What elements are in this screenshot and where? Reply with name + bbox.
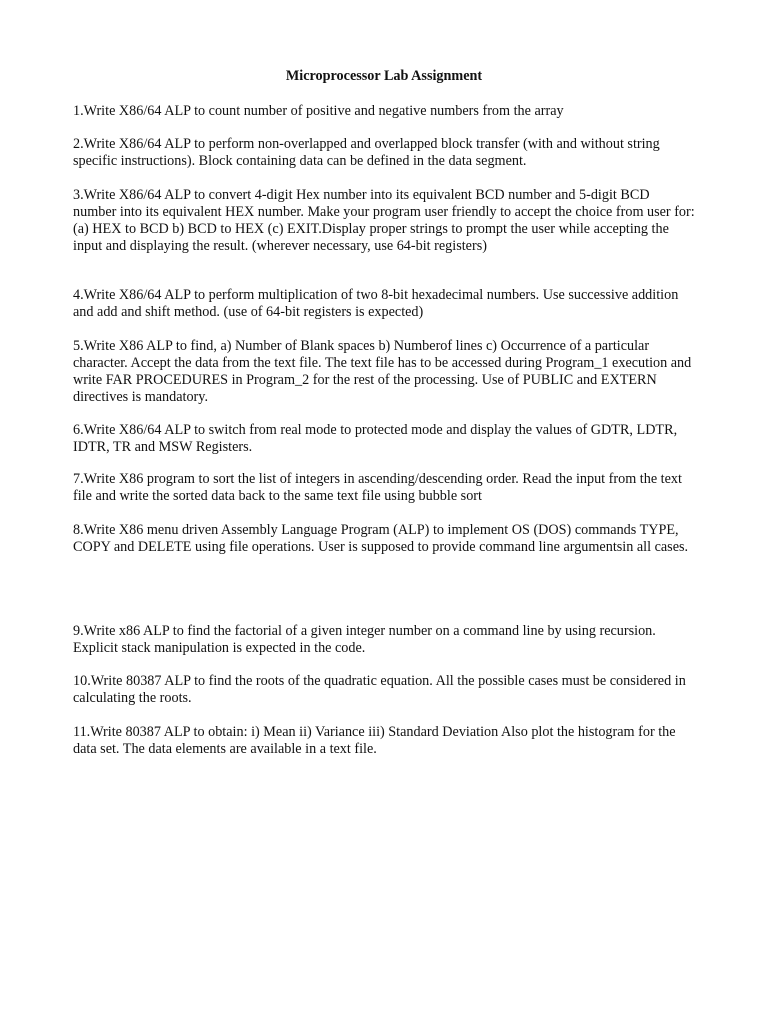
assignment-item-2: 2.Write X86/64 ALP to perform non-overlapped and overlapped block transfer (with and without string specific instructions). Block containing data can be defined in the data segment. [73, 136, 660, 169]
assignment-item-3: 3.Write X86/64 ALP to convert 4-digit Hex number into its equivalent BCD number and 5-digit BCD number into its equivalent HEX number. Make your program user friendly to accept the choice from user for:(a) HEX to BCD b) BCD to HEX (c) EXIT.Display proper strings to prompt the user while accepting the input and displaying the result. (wherever necessary, use 64-bit registers) [73, 187, 695, 254]
assignment-item-4: 4.Write X86/64 ALP to perform multiplication of two 8-bit hexadecimal numbers. Use successive addition and add and shift method. (use of 64-bit registers is expected) [73, 287, 679, 320]
assignment-item-7: 7.Write X86 program to sort the list of integers in ascending/descending order. Read the input from the text file and write the sorted data back to the same text file using bubble sort [73, 471, 682, 504]
document-title: Microprocessor Lab Assignment [285, 68, 483, 84]
assignment-item-8: 8.Write X86 menu driven Assembly Language Program (ALP) to implement OS (DOS) commands TYPE, COPY and DELETE using file operations. User is supposed to provide command line argumentsin all cases. [73, 522, 689, 555]
assignment-item-6: 6.Write X86/64 ALP to switch from real mode to protected mode and display the values of GDTR, LDTR, IDTR, TR and MSW Registers. [73, 422, 678, 455]
assignment-item-5: 5.Write X86 ALP to find, a) Number of Blank spaces b) Numberof lines c) Occurrence of a particular character. Accept the data from the text file. The text file has to be accessed during Program_1 execution and write FAR PROCEDURES in Program_2 for the rest of the processing. Use of PUBLIC and EXTERN directives is mandatory. [73, 338, 692, 405]
assignment-item-1: 1.Write X86/64 ALP to count number of positive and negative numbers from the array [73, 103, 564, 119]
assignment-item-10: 10.Write 80387 ALP to find the roots of the quadratic equation. All the possible cases must be considered in calculating the roots. [73, 673, 686, 706]
assignment-item-11: 11.Write 80387 ALP to obtain: i) Mean ii) Variance iii) Standard Deviation Also plot the histogram for the data set. The data elements are available in a text file. [73, 724, 676, 757]
assignment-item-9: 9.Write x86 ALP to find the factorial of a given integer number on a command line by using recursion. Explicit stack manipulation is expected in the code. [73, 623, 656, 656]
